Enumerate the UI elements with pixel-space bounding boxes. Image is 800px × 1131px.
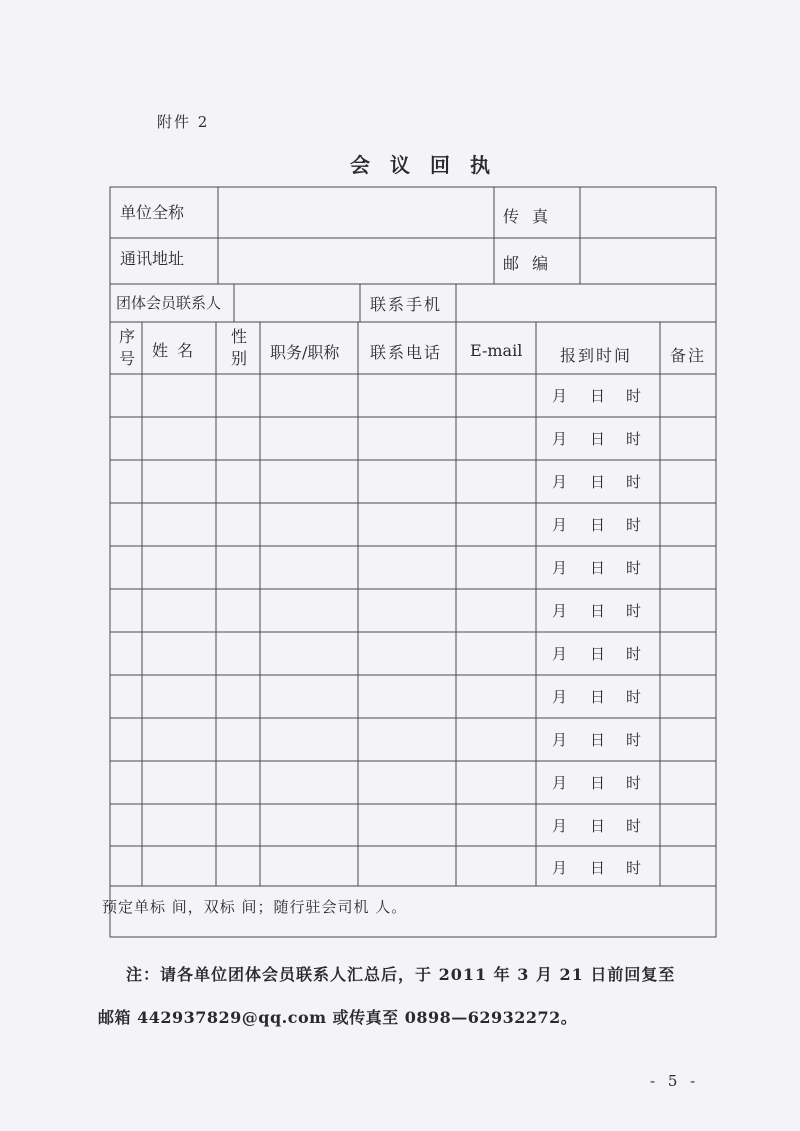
- arrival-time-hour-label: 时: [626, 817, 642, 835]
- arrival-time-hour-label: 时: [626, 473, 642, 491]
- unit-name-label: 单位全称: [120, 203, 185, 222]
- arrival-time-month-label: 月: [552, 473, 568, 491]
- arrival-time-hour-label: 时: [626, 516, 642, 534]
- arrival-time-month-label: 月: [552, 774, 568, 792]
- col-gender: 性别: [230, 327, 247, 368]
- col-arrival: 报到时间: [560, 346, 633, 365]
- arrival-time-hour-label: 时: [626, 430, 642, 448]
- postcode-label: 邮 编: [503, 254, 553, 273]
- arrival-time-hour-label: 时: [626, 602, 642, 620]
- receipt-form: [98, 186, 718, 938]
- group-contact-label: 团体会员联系人: [116, 294, 222, 312]
- arrival-time-day-label: 日: [590, 688, 606, 706]
- contact-mobile-label: 联系手机: [370, 295, 443, 314]
- arrival-time-month-label: 月: [552, 645, 568, 663]
- page-number: - 5 -: [650, 1072, 700, 1090]
- arrival-time-day-label: 日: [590, 516, 606, 534]
- col-seq: 序号: [118, 327, 135, 368]
- arrival-time-day-label: 日: [590, 859, 606, 877]
- arrival-time-day-label: 日: [590, 731, 606, 749]
- arrival-time-hour-label: 时: [626, 387, 642, 405]
- arrival-time-month-label: 月: [552, 602, 568, 620]
- arrival-time-month-label: 月: [552, 859, 568, 877]
- arrival-time-hour-label: 时: [626, 774, 642, 792]
- arrival-time-hour-label: 时: [626, 688, 642, 706]
- col-phone: 联系电话: [370, 343, 443, 362]
- note-line-1: 注：请各单位团体会员联系人汇总后，于 2011 年 3 月 21 日前回复至: [126, 965, 676, 984]
- address-label: 通讯地址: [120, 249, 185, 268]
- arrival-time-day-label: 日: [590, 559, 606, 577]
- arrival-time-month-label: 月: [552, 387, 568, 405]
- arrival-time-month-label: 月: [552, 817, 568, 835]
- arrival-time-hour-label: 时: [626, 559, 642, 577]
- arrival-time-day-label: 日: [590, 774, 606, 792]
- arrival-time-hour-label: 时: [626, 859, 642, 877]
- col-name: 姓 名: [152, 341, 196, 360]
- arrival-time-month-label: 月: [552, 559, 568, 577]
- arrival-time-month-label: 月: [552, 731, 568, 749]
- note-line-2: 邮箱 442937829@qq.com 或传真至 0898—62932272。: [98, 1008, 578, 1027]
- arrival-time-day-label: 日: [590, 387, 606, 405]
- arrival-time-day-label: 日: [590, 602, 606, 620]
- arrival-time-month-label: 月: [552, 516, 568, 534]
- col-position: 职务/职称: [270, 343, 340, 362]
- arrival-time-month-label: 月: [552, 688, 568, 706]
- arrival-time-day-label: 日: [590, 430, 606, 448]
- col-remark: 备注: [670, 346, 707, 365]
- arrival-time-hour-label: 时: [626, 731, 642, 749]
- fax-label: 传 真: [503, 207, 553, 226]
- arrival-time-day-label: 日: [590, 645, 606, 663]
- arrival-time-day-label: 日: [590, 473, 606, 491]
- form-footer: 预定单标 间，双标 间；随行驻会司机 人。: [102, 898, 408, 916]
- page-title: 会议回执: [350, 153, 510, 177]
- arrival-time-hour-label: 时: [626, 645, 642, 663]
- attachment-label: 附件 2: [157, 113, 210, 131]
- arrival-time-month-label: 月: [552, 430, 568, 448]
- col-email: E-mail: [470, 341, 523, 360]
- arrival-time-day-label: 日: [590, 817, 606, 835]
